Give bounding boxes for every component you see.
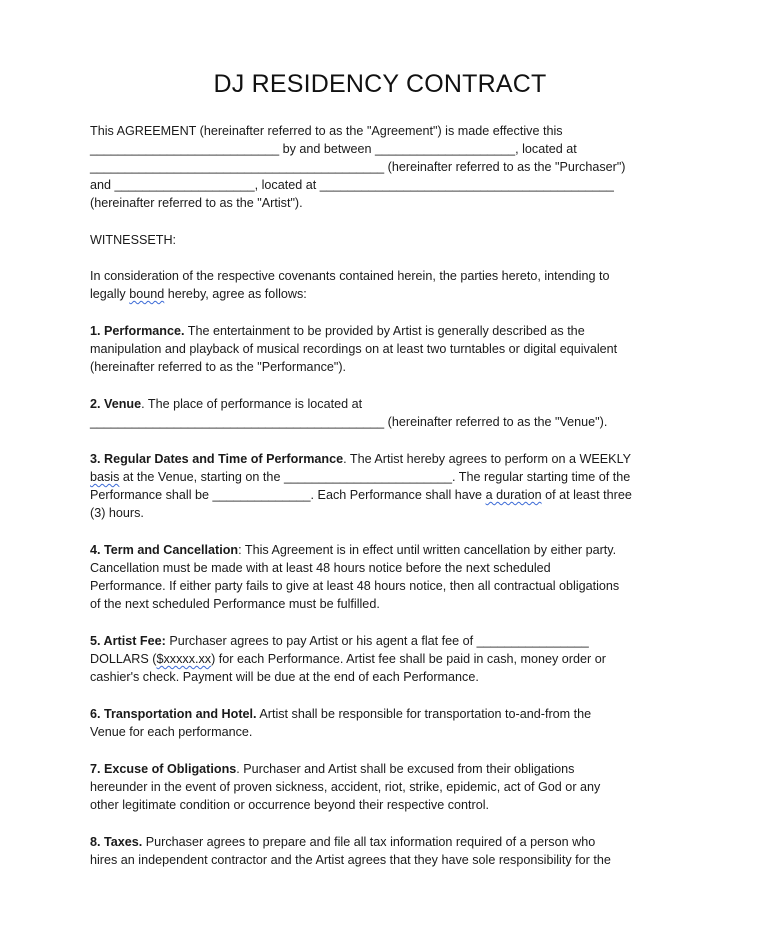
- section-6-heading: 6. Transportation and Hotel.: [90, 707, 257, 721]
- text-run: of at least three: [541, 488, 632, 502]
- section-4-line-1: [90, 541, 616, 559]
- section-7-line-3: other legitimate condition or occurrence beyond their respective control.: [90, 798, 490, 812]
- section-1-line-1: [90, 322, 585, 340]
- section-8-heading: 8. Taxes.: [90, 835, 143, 849]
- section-3-line-3: [90, 486, 632, 504]
- section-3-line-2: [90, 468, 630, 486]
- intro-line-1: This AGREEMENT (hereinafter referred to as the "Agreement") is made effective this: [90, 124, 563, 138]
- witnesseth-heading: WITNESSETH:: [90, 233, 177, 247]
- section-5-line-2: [90, 650, 606, 668]
- section-4-line-2: Cancellation must be made with at least 48 hours notice before the next scheduled: [90, 561, 551, 575]
- document-title: DJ RESIDENCY CONTRACT: [213, 70, 547, 98]
- section-5-line-3: cashier's check. Payment will be due at the end of each Performance.: [90, 670, 479, 684]
- intro-line-5: (hereinafter referred to as the "Artist").: [90, 196, 303, 210]
- section-8-line-2: hires an independent contractor and the Artist agrees that they have sole responsibility for the: [90, 853, 611, 867]
- intro-line-4: and ____________________, located at __________________________________________: [90, 178, 614, 192]
- text-run: . The place of performance is located at: [141, 397, 363, 411]
- section-1-heading: 1. Performance.: [90, 324, 185, 338]
- section-1-line-3: (hereinafter referred to as the "Performance").: [90, 360, 347, 374]
- spellcheck-phrase: a duration: [485, 488, 542, 502]
- section-3-line-4: (3) hours.: [90, 506, 144, 520]
- section-7-line-1: [90, 760, 574, 778]
- text-run: ) for each Performance. Artist fee shall be paid in cash, money order or: [211, 652, 606, 666]
- text-run: The entertainment to be provided by Artist is generally described as the: [184, 324, 585, 338]
- consideration-line-2: [90, 285, 307, 303]
- text-run: . The Artist hereby agrees to perform on a WEEKLY: [343, 452, 632, 466]
- section-3-heading: 3. Regular Dates and Time of Performance: [90, 452, 344, 466]
- spellcheck-word: bound: [129, 287, 165, 301]
- section-2-heading: 2. Venue: [90, 397, 142, 411]
- intro-line-2: ___________________________ by and between ____________________, located at: [90, 142, 577, 156]
- section-3-line-1: [90, 450, 631, 468]
- section-6-line-1: [90, 705, 591, 723]
- section-4-line-4: of the next scheduled Performance must be fulfilled.: [90, 597, 380, 611]
- section-4-line-3: Performance. If either party fails to give at least 48 hours notice, then all contractual obligations: [90, 579, 620, 593]
- text-run: hereby, agree as follows:: [164, 287, 307, 301]
- section-2-line-1: [90, 395, 362, 413]
- section-1-line-2: manipulation and playback of musical recordings on at least two turntables or digital equivalent: [90, 342, 618, 356]
- text-run: DOLLARS (: [90, 652, 157, 666]
- section-2-line-2: __________________________________________ (hereinafter referred to as the "Venue").: [90, 415, 608, 429]
- section-5-line-1: [90, 632, 589, 650]
- section-6-line-2: Venue for each performance.: [90, 725, 253, 739]
- text-run: . Purchaser and Artist shall be excused from their obligations: [236, 762, 575, 776]
- section-8-line-1: [90, 833, 595, 851]
- text-run: Performance shall be ______________. Each Performance shall have: [90, 488, 486, 502]
- section-4-heading: 4. Term and Cancellation: [90, 543, 239, 557]
- text-run: at the Venue, starting on the ________________________. The regular starting time of the: [119, 470, 631, 484]
- section-7-line-2: hereunder in the event of proven sickness, accident, riot, strike, epidemic, act of God or any: [90, 780, 601, 794]
- section-7-heading: 7. Excuse of Obligations: [90, 762, 237, 776]
- text-run: Purchaser agrees to prepare and file all tax information required of a person who: [142, 835, 596, 849]
- text-run: Artist shall be responsible for transportation to-and-from the: [256, 707, 592, 721]
- text-run: legally: [90, 287, 130, 301]
- consideration-line-1: In consideration of the respective covenants contained herein, the parties hereto, intending to: [90, 269, 610, 283]
- text-run: : This Agreement is in effect until written cancellation by either party.: [238, 543, 617, 557]
- spellcheck-word: basis: [90, 470, 120, 484]
- text-run: Purchaser agrees to pay Artist or his agent a flat fee of ________________: [165, 634, 589, 648]
- intro-line-3: __________________________________________ (hereinafter referred to as the "Purchaser"): [90, 160, 626, 174]
- spellcheck-word: $xxxxx.xx: [156, 652, 212, 666]
- section-5-heading: 5. Artist Fee:: [90, 634, 166, 648]
